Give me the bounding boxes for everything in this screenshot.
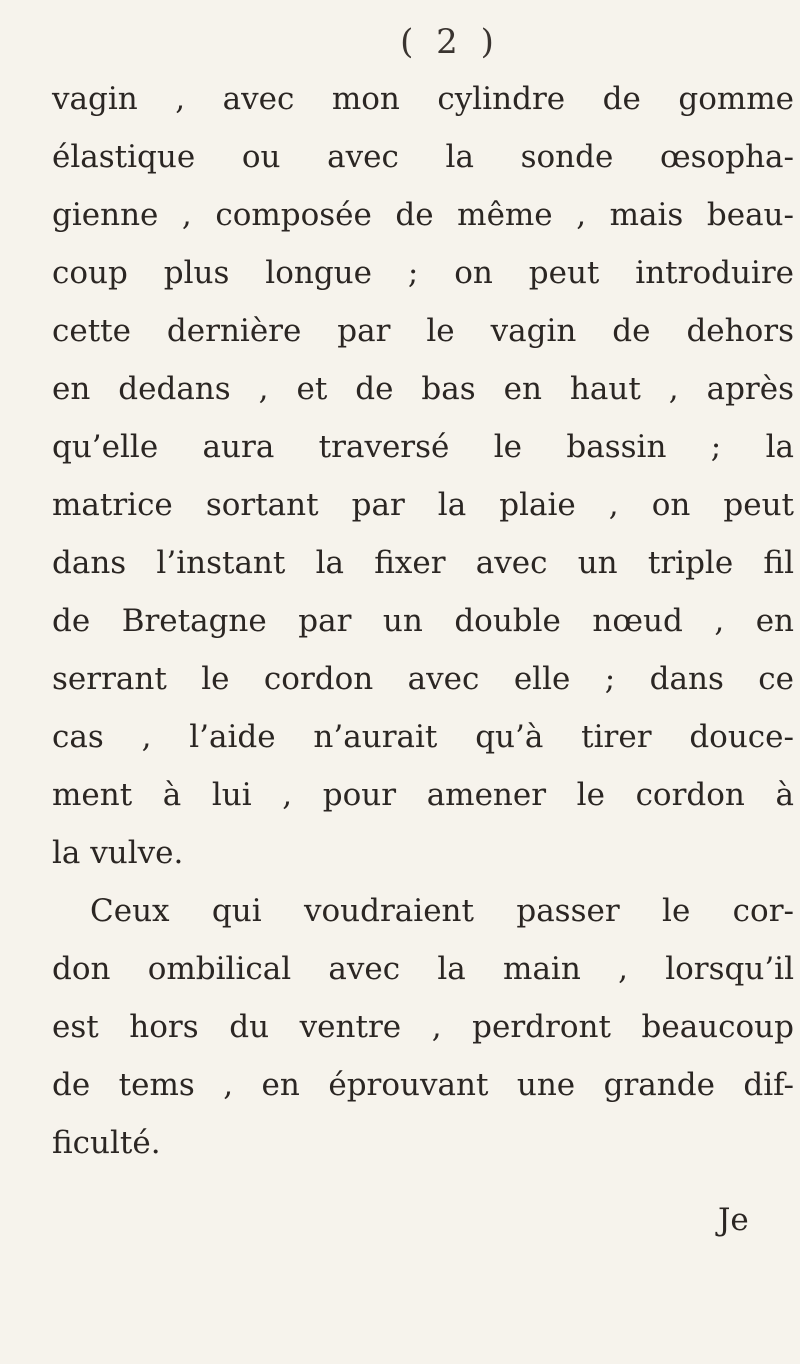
text-line: qu’elle aura traversé le bassin ; la <box>52 429 794 465</box>
text-line: de Bretagne par un double nœud , en <box>52 603 794 639</box>
text-line: ment à lui , pour amener le cordon à <box>52 777 794 813</box>
text-line: don ombilical avec la main , lorsqu’il <box>52 951 794 987</box>
text-line: de tems , en éprouvant une grande dif- <box>52 1067 794 1103</box>
body-text <box>52 70 794 1172</box>
text-line: Ceux qui voudraient passer le cor- <box>90 893 794 929</box>
page-number: ( 2 ) <box>400 22 500 62</box>
text-line: est hors du ventre , perdront beaucoup <box>52 1009 794 1045</box>
text-line: matrice sortant par la plaie , on peut <box>52 487 794 523</box>
text-line: cette dernière par le vagin de dehors <box>52 313 794 349</box>
text-line: dans l’instant la fixer avec un triple fil <box>52 545 794 581</box>
text-line: coup plus longue ; on peut introduire <box>52 255 794 291</box>
catchword: Je <box>718 1202 749 1238</box>
text-line: en dedans , et de bas en haut , après <box>52 371 794 407</box>
text-line: la vulve. <box>52 835 184 871</box>
text-line: cas , l’aide n’aurait qu’à tirer douce- <box>52 719 794 755</box>
text-line: élastique ou avec la sonde œsopha- <box>52 139 794 175</box>
text-line: vagin , avec mon cylindre de gomme <box>52 81 794 117</box>
text-line: ficulté. <box>52 1125 161 1161</box>
text-line: gienne , composée de même , mais beau- <box>52 197 794 233</box>
text-line: serrant le cordon avec elle ; dans ce <box>52 661 794 697</box>
